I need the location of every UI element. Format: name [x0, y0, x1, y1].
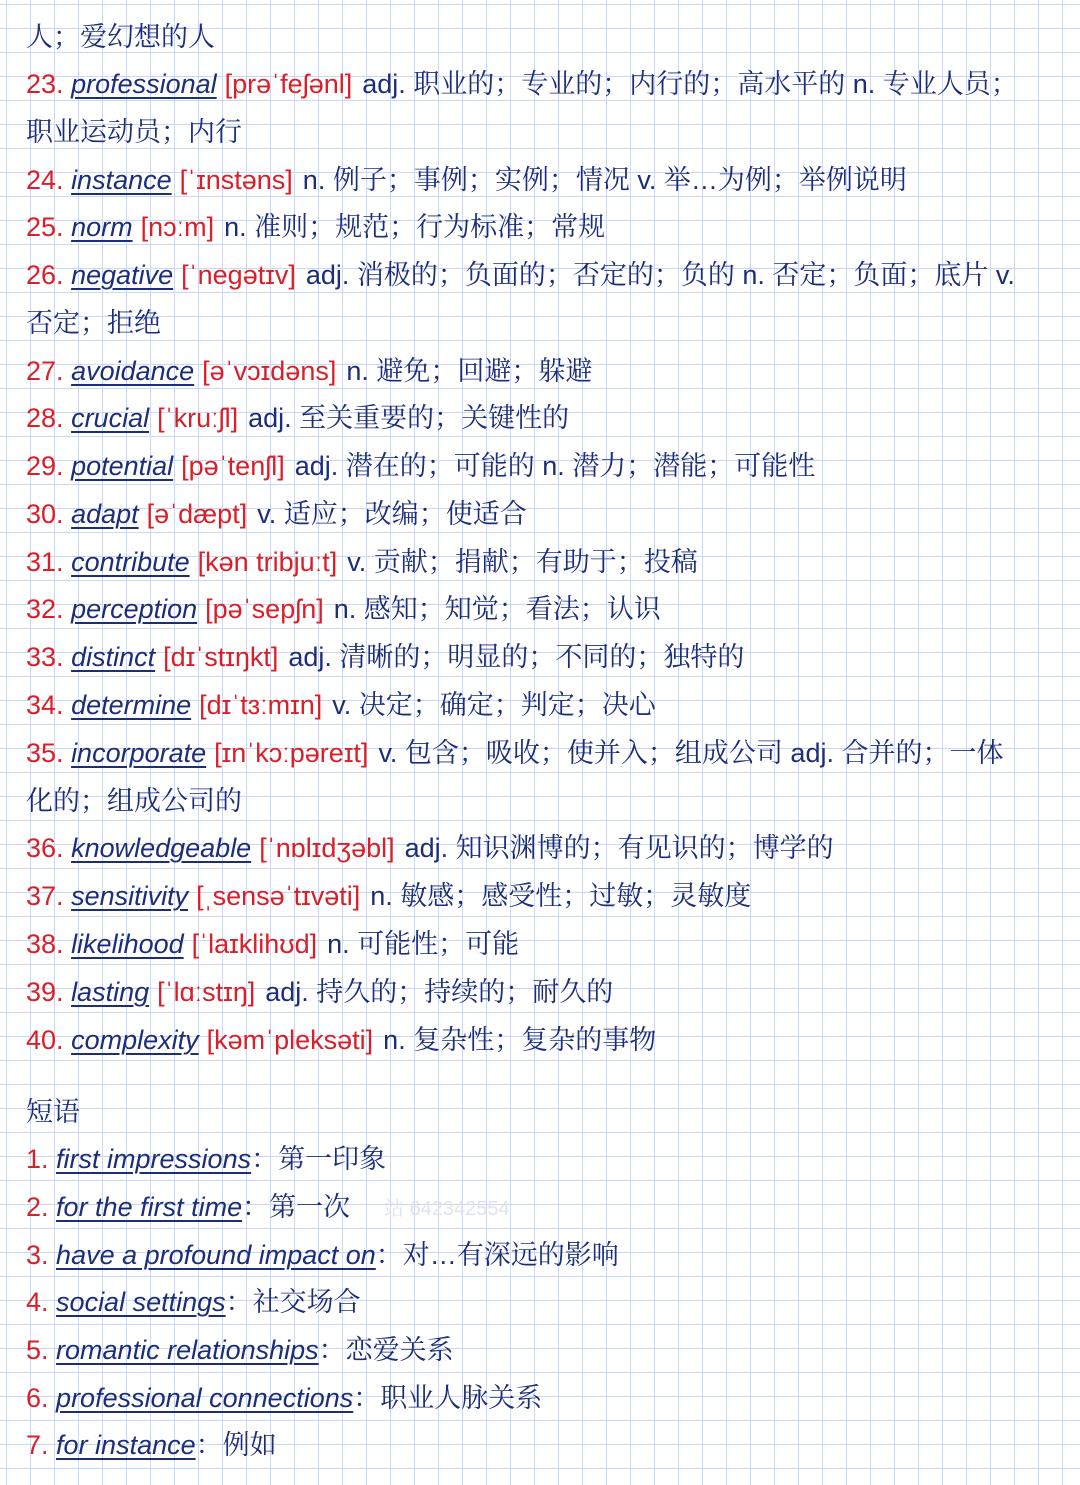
- entry-number: 35.: [26, 738, 64, 768]
- entry-word: crucial: [71, 403, 150, 433]
- vocab-entry-35-continued: [26, 779, 1060, 823]
- vocab-entry-26-continued: [26, 301, 1060, 345]
- entry-word: complexity: [71, 1025, 199, 1055]
- phrase-number: 4.: [26, 1287, 49, 1317]
- entry-number: 26.: [26, 260, 64, 290]
- entry-number: 34.: [26, 690, 64, 720]
- phrase-text: social settings: [56, 1287, 226, 1317]
- phrase-meaning: ：对…有深远的影响: [375, 1240, 619, 1270]
- phrase-meaning: ：职业人脉关系: [353, 1383, 543, 1413]
- entry-number: 39.: [26, 977, 64, 1007]
- vocab-entry-35: [26, 731, 1060, 775]
- phrase-entry-2: [26, 1185, 1060, 1229]
- entry-number: 31.: [26, 547, 64, 577]
- entry-word: avoidance: [71, 356, 195, 386]
- entry-word: lasting: [71, 977, 150, 1007]
- vocab-entry-37: [26, 874, 1060, 918]
- vocab-entry-30: [26, 492, 1060, 536]
- vocab-entry-34: [26, 683, 1060, 727]
- entry-number: 24.: [26, 165, 64, 195]
- vocab-entry-31: [26, 540, 1060, 584]
- entry-word: potential: [71, 451, 174, 481]
- entry-definition-continued: 化的；组成公司的: [26, 786, 242, 816]
- phrases-heading: [26, 1090, 1060, 1134]
- entry-word: incorporate: [71, 738, 207, 768]
- phrase-number: 5.: [26, 1335, 49, 1365]
- entry-number: 30.: [26, 499, 64, 529]
- vocab-entry-39: [26, 970, 1060, 1014]
- entry-phonetic: [ˈkruːʃl]: [157, 403, 239, 433]
- vocab-entry-28: [26, 396, 1060, 440]
- entry-definition: n. 可能性；可能: [327, 929, 520, 959]
- entry-word: instance: [71, 165, 172, 195]
- entry-definition: adj. 持久的；持续的；耐久的: [265, 977, 614, 1007]
- entry-number: 29.: [26, 451, 64, 481]
- entry-phonetic: [ˈneɡətɪv]: [181, 260, 296, 290]
- entry-definition-continued: 职业运动员；内行: [26, 117, 242, 147]
- entry-definition: n. 感知；知觉；看法；认识: [333, 594, 661, 624]
- vocab-entry-27: [26, 349, 1060, 393]
- entry-phonetic: [dɪˈstɪŋkt]: [163, 642, 279, 672]
- entry-definition: v. 包含；吸收；使并入；组成公司 adj. 合并的；一体: [378, 738, 1004, 768]
- entry-phonetic: [əˈdæpt]: [146, 499, 248, 529]
- vocab-entry-25: [26, 205, 1060, 249]
- entry-definition: adj. 至关重要的；关键性的: [248, 403, 570, 433]
- entry-phonetic: [prəˈfeʃənl]: [224, 69, 353, 99]
- entry-number: 28.: [26, 403, 64, 433]
- entry-word: likelihood: [71, 929, 184, 959]
- entry-phonetic: [ˈɪnstəns]: [179, 165, 293, 195]
- phrase-text: professional connections: [56, 1383, 354, 1413]
- entry-word: professional: [71, 69, 217, 99]
- entry-word: negative: [71, 260, 174, 290]
- phrase-number: 6.: [26, 1383, 49, 1413]
- entry-definition: n. 敏感；感受性；过敏；灵敏度: [370, 881, 752, 911]
- vocab-entry-23-continued: [26, 110, 1060, 154]
- watermark: 站 642342554: [384, 1198, 510, 1220]
- entry-phonetic: [dɪˈtɜːmɪn]: [199, 690, 323, 720]
- entry-word: distinct: [71, 642, 156, 672]
- phrase-number: 7.: [26, 1430, 49, 1460]
- phrase-entry-4: [26, 1280, 1060, 1324]
- phrase-text: first impressions: [56, 1144, 252, 1174]
- vocab-entry-32: [26, 587, 1060, 631]
- entry-definition: n. 准则；规范；行为标准；常规: [224, 212, 606, 242]
- entry-number: 27.: [26, 356, 64, 386]
- phrase-entry-6: [26, 1376, 1060, 1420]
- phrase-entry-3: [26, 1233, 1060, 1277]
- entry-definition: adj. 职业的；专业的；内行的；高水平的 n. 专业人员；: [362, 69, 1018, 99]
- entry-definition: adj. 清晰的；明显的；不同的；独特的: [288, 642, 745, 672]
- phrase-entry-7: [26, 1423, 1060, 1467]
- vocab-entry-29: [26, 444, 1060, 488]
- vocab-entry-40: [26, 1018, 1060, 1062]
- phrase-text: for instance: [56, 1430, 196, 1460]
- entry-number: 33.: [26, 642, 64, 672]
- entry-definition: n. 复杂性；复杂的事物: [383, 1025, 657, 1055]
- phrases-heading-text: 短语: [26, 1097, 80, 1127]
- phrase-text: have a profound impact on: [56, 1240, 376, 1270]
- phrase-entry-1: [26, 1137, 1060, 1181]
- entry-definition: v. 贡献；捐献；有助于；投稿: [347, 547, 698, 577]
- vocab-entry-33: [26, 635, 1060, 679]
- entry-number: 40.: [26, 1025, 64, 1055]
- entry-number: 25.: [26, 212, 64, 242]
- entry-number: 36.: [26, 833, 64, 863]
- vocab-entry-23: [26, 62, 1060, 106]
- entry-phonetic: [ˌsensəˈtɪvəti]: [196, 881, 361, 911]
- entry-word: norm: [71, 212, 133, 242]
- vocab-entry-24: [26, 158, 1060, 202]
- entry-phonetic: [ˈlɑːstɪŋ]: [157, 977, 256, 1007]
- entry-definition: n. 避免；回避；躲避: [346, 356, 593, 386]
- entry-phonetic: [pəˈsepʃn]: [205, 594, 324, 624]
- vocab-entry-36: [26, 826, 1060, 870]
- entry-phonetic: [pəˈtenʃl]: [181, 451, 285, 481]
- entry-definition: adj. 消极的；负面的；否定的；负的 n. 否定；负面；底片 v.: [305, 260, 1015, 290]
- entry-phonetic: [kən tribjuːt]: [197, 547, 338, 577]
- entry-phonetic: [nɔːm]: [140, 212, 215, 242]
- vocab-entry-26: [26, 253, 1060, 297]
- continuation-line: [26, 15, 1060, 59]
- phrase-number: 2.: [26, 1192, 49, 1222]
- phrase-text: romantic relationships: [56, 1335, 319, 1365]
- phrase-number: 3.: [26, 1240, 49, 1270]
- entry-phonetic: [ˈnɒlɪdʒəbl]: [259, 833, 395, 863]
- phrase-meaning: ：恋爱关系: [318, 1335, 454, 1365]
- entry-phonetic: [ˈlaɪklihʊd]: [191, 929, 318, 959]
- entry-number: 23.: [26, 69, 64, 99]
- phrase-entry-5: [26, 1328, 1060, 1372]
- entry-number: 38.: [26, 929, 64, 959]
- entry-word: perception: [71, 594, 198, 624]
- entry-definition-continued: 否定；拒绝: [26, 308, 161, 338]
- phrase-meaning: ：例如: [195, 1430, 277, 1460]
- entry-word: determine: [71, 690, 192, 720]
- entry-definition: v. 决定；确定；判定；决心: [332, 690, 656, 720]
- entry-definition: adj. 知识渊博的；有见识的；博学的: [404, 833, 834, 863]
- phrase-text: for the first time: [56, 1192, 243, 1222]
- vocab-entry-38: [26, 922, 1060, 966]
- phrase-meaning: ：第一次: [242, 1192, 351, 1222]
- entry-word: adapt: [71, 499, 139, 529]
- entry-number: 37.: [26, 881, 64, 911]
- entry-definition: adj. 潜在的；可能的 n. 潜力；潜能；可能性: [294, 451, 816, 481]
- phrase-number: 1.: [26, 1144, 49, 1174]
- phrase-meaning: ：第一印象: [251, 1144, 387, 1174]
- phrase-meaning: ：社交场合: [225, 1287, 361, 1317]
- continuation-text: 人；爱幻想的人: [26, 22, 215, 52]
- entry-number: 32.: [26, 594, 64, 624]
- entry-phonetic: [əˈvɔɪdəns]: [202, 356, 337, 386]
- entry-phonetic: [kəmˈpleksəti]: [206, 1025, 374, 1055]
- entry-definition: n. 例子；事例；实例；情况 v. 举…为例；举例说明: [302, 165, 907, 195]
- entry-word: sensitivity: [71, 881, 189, 911]
- entry-definition: v. 适应；改编；使适合: [257, 499, 527, 529]
- entry-word: contribute: [71, 547, 190, 577]
- entry-phonetic: [ɪnˈkɔːpəreɪt]: [214, 738, 369, 768]
- entry-word: knowledgeable: [71, 833, 252, 863]
